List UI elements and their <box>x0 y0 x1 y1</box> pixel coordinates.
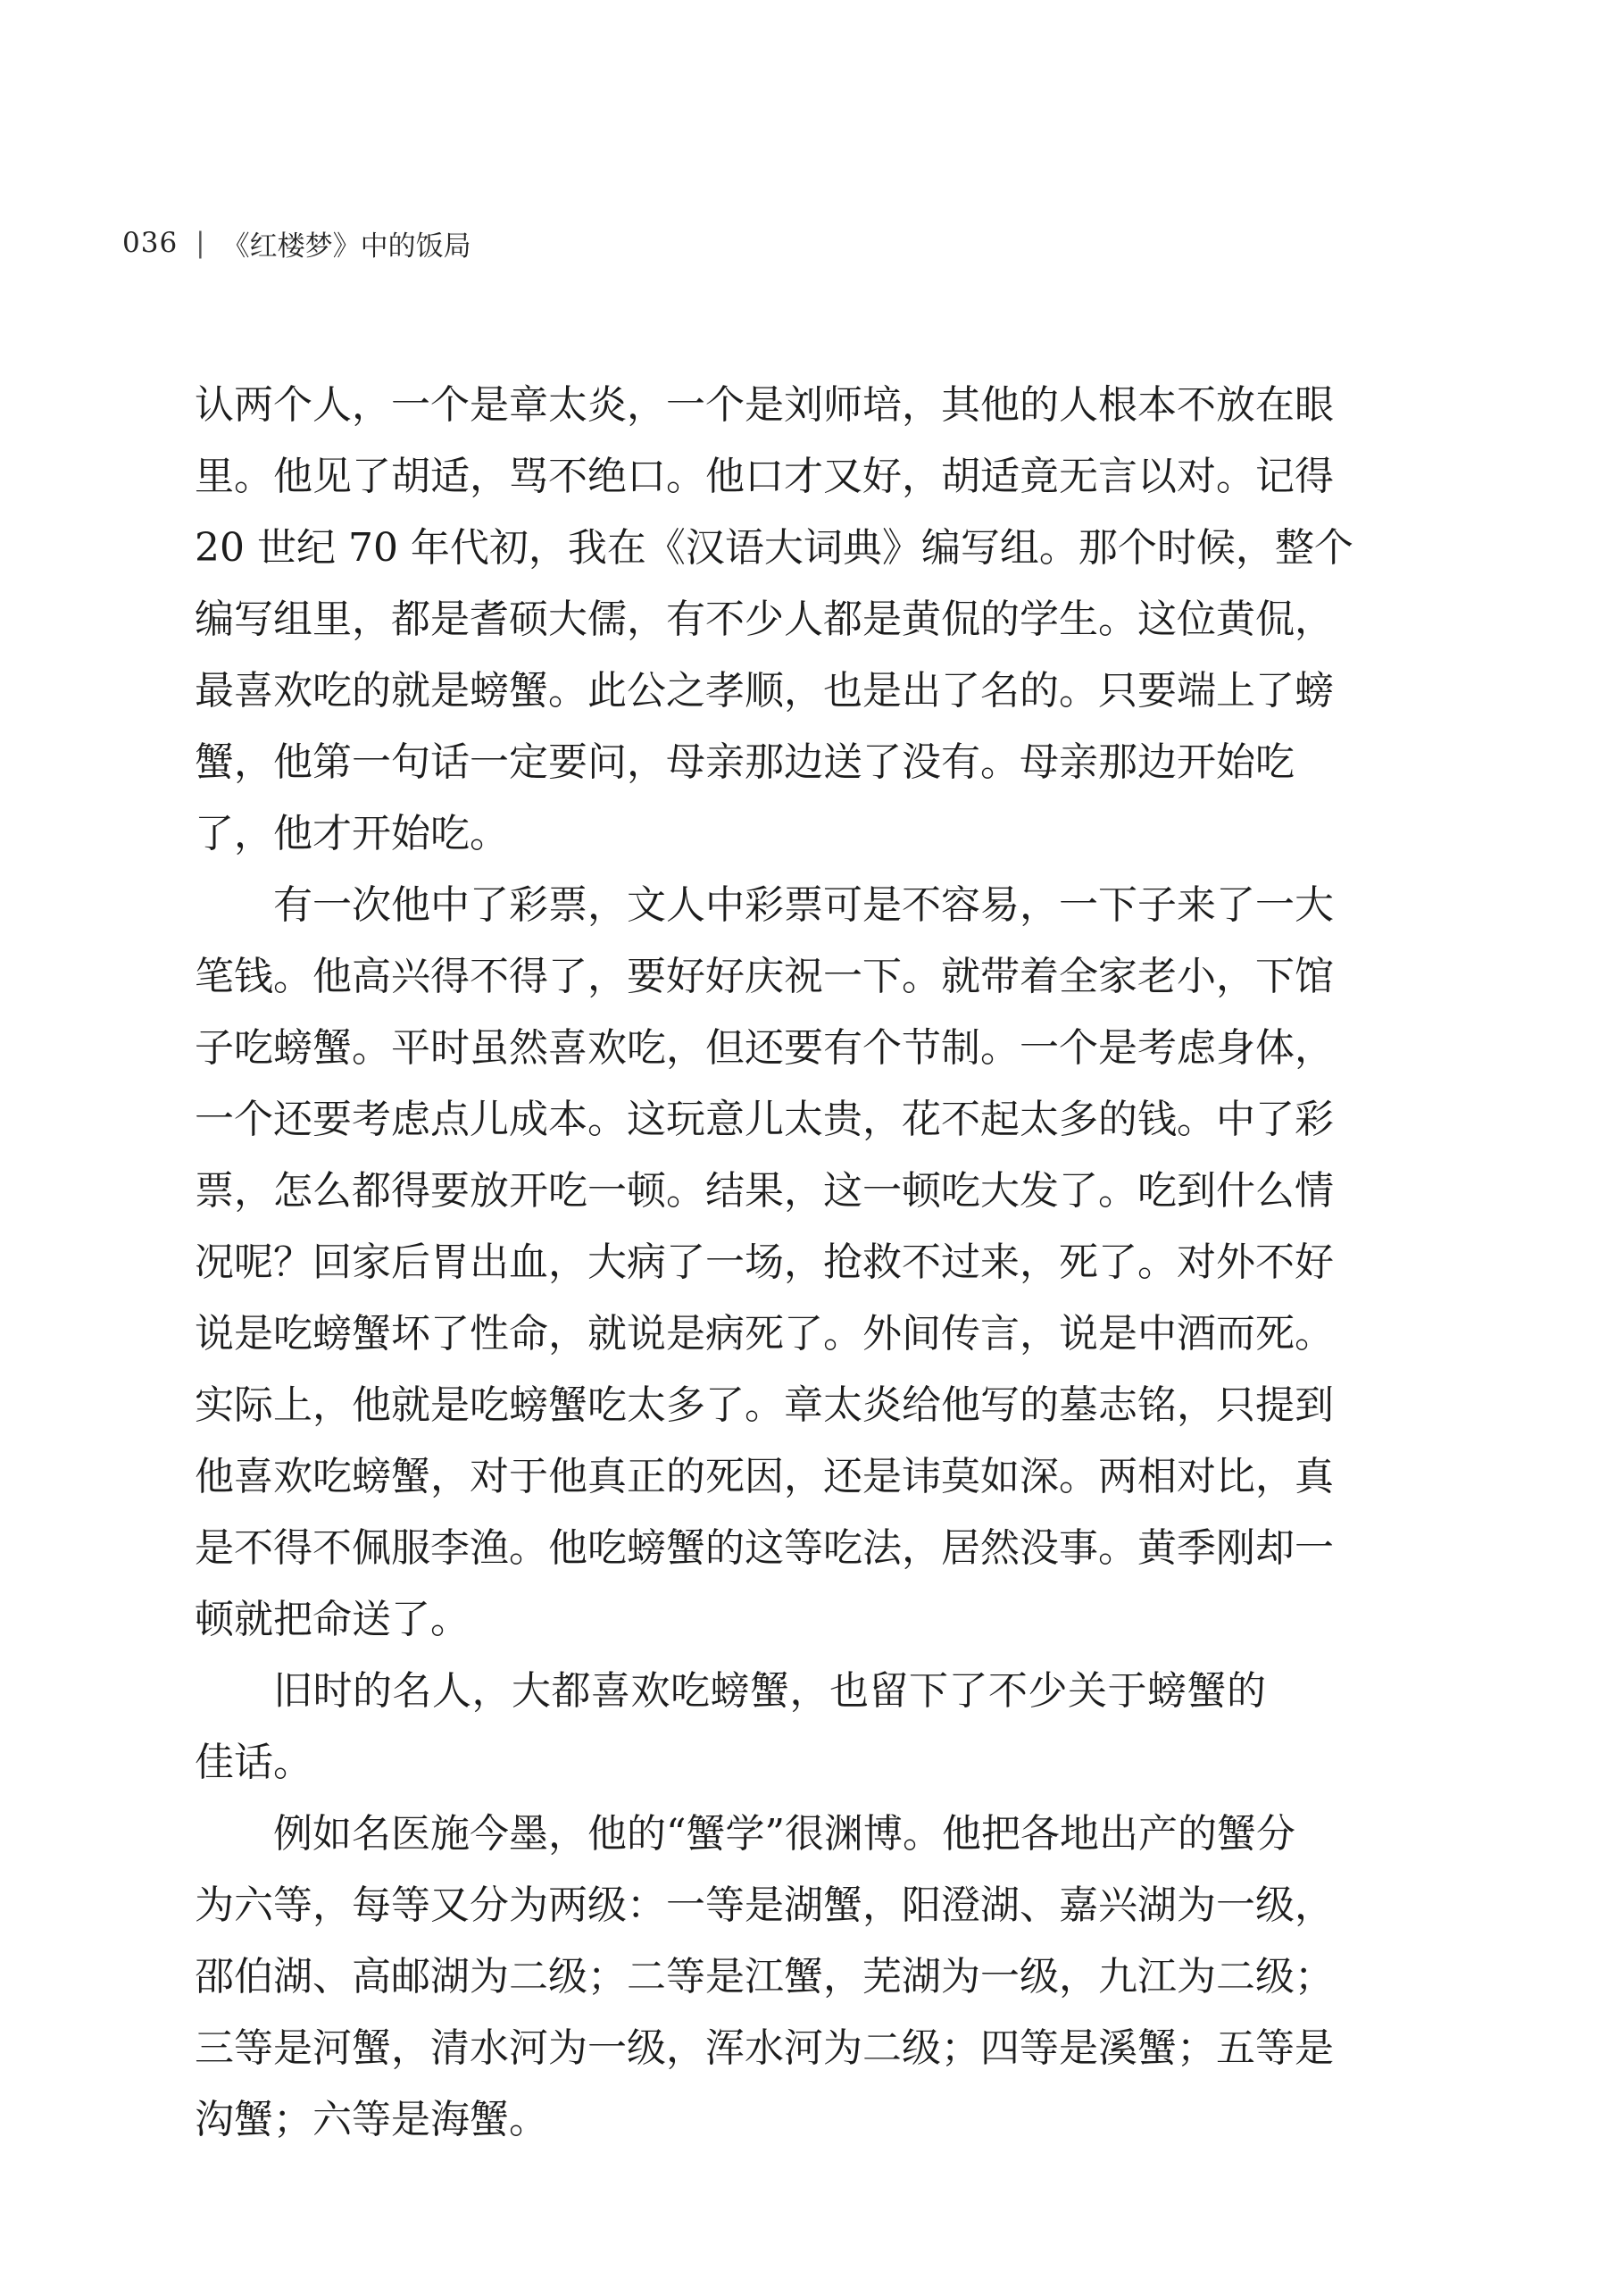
text-line: 一个还要考虑点儿成本。这玩意儿太贵，花不起太多的钱。中了彩 <box>195 1097 1334 1142</box>
text-line: 三等是河蟹，清水河为一级，浑水河为二级；四等是溪蟹；五等是 <box>195 2025 1334 2071</box>
page-number: 036 <box>122 227 179 259</box>
text-line: 为六等，每等又分为两级：一等是湖蟹，阳澄湖、嘉兴湖为一级， <box>195 1882 1334 1928</box>
paragraph-4 <box>195 1799 1334 2156</box>
text-line: 认两个人，一个是章太炎，一个是刘师培，其他的人根本不放在眼 <box>195 382 1334 428</box>
book-title: 《红楼梦》中的饭局 <box>221 230 471 263</box>
text-line: 是不得不佩服李渔。他吃螃蟹的这等吃法，居然没事。黄季刚却一 <box>195 1525 1334 1571</box>
text-line: 例如名医施今墨，他的“蟹学”很渊博。他把各地出产的蟹分 <box>273 1811 1295 1857</box>
paragraph-1 <box>195 370 1353 870</box>
text-line: 子吃螃蟹。平时虽然喜欢吃，但还要有个节制。一个是考虑身体， <box>195 1025 1334 1071</box>
text-line: 旧时的名人，大都喜欢吃螃蟹，也留下了不少关于螃蟹的 <box>273 1668 1266 1714</box>
text-line: 他喜欢吃螃蟹，对于他真正的死因，还是讳莫如深。两相对比，真 <box>195 1454 1334 1499</box>
text-line: 最喜欢吃的就是螃蟹。此公之孝顺，也是出了名的。只要端上了螃 <box>195 668 1334 714</box>
text-line: 顿就把命送了。 <box>195 1597 470 1642</box>
text-line: 蟹，他第一句话一定要问，母亲那边送了没有。母亲那边开始吃 <box>195 739 1295 785</box>
body-text <box>195 370 1353 2156</box>
text-line: 说是吃螃蟹坏了性命，就说是病死了。外间传言，说是中酒而死。 <box>195 1311 1334 1357</box>
text-line: 里。他见了胡适，骂不绝口。他口才又好，胡适竟无言以对。记得 <box>195 454 1334 499</box>
text-line: 况呢？回家后胃出血，大病了一场，抢救不过来，死了。对外不好 <box>195 1240 1334 1285</box>
text-line: 票，怎么都得要放开吃一顿。结果，这一顿吃大发了。吃到什么情 <box>195 1168 1334 1214</box>
text-line: 有一次他中了彩票，文人中彩票可是不容易，一下子来了一大 <box>273 882 1334 928</box>
text-line: 实际上，他就是吃螃蟹吃太多了。章太炎给他写的墓志铭，只提到 <box>195 1382 1334 1428</box>
text-line: 邵伯湖、高邮湖为二级；二等是江蟹，芜湖为一级，九江为二级； <box>195 1954 1334 1999</box>
text-line: 了，他才开始吃。 <box>195 811 509 856</box>
header-separator: | <box>196 227 205 259</box>
running-header <box>122 221 471 264</box>
paragraph-2 <box>195 870 1334 1656</box>
text-line: 沟蟹；六等是海蟹。 <box>195 2097 548 2142</box>
text-line: 编写组里，都是耆硕大儒，有不少人都是黄侃的学生。这位黄侃， <box>195 597 1334 642</box>
paragraph-3 <box>195 1656 1266 1799</box>
text-line: 笔钱。他高兴得不得了，要好好庆祝一下。就带着全家老小，下馆 <box>195 954 1334 999</box>
text-line: 佳话。 <box>195 1740 312 1785</box>
text-line: 20 世纪 70 年代初，我在《汉语大词典》编写组。那个时候，整个 <box>195 525 1353 571</box>
